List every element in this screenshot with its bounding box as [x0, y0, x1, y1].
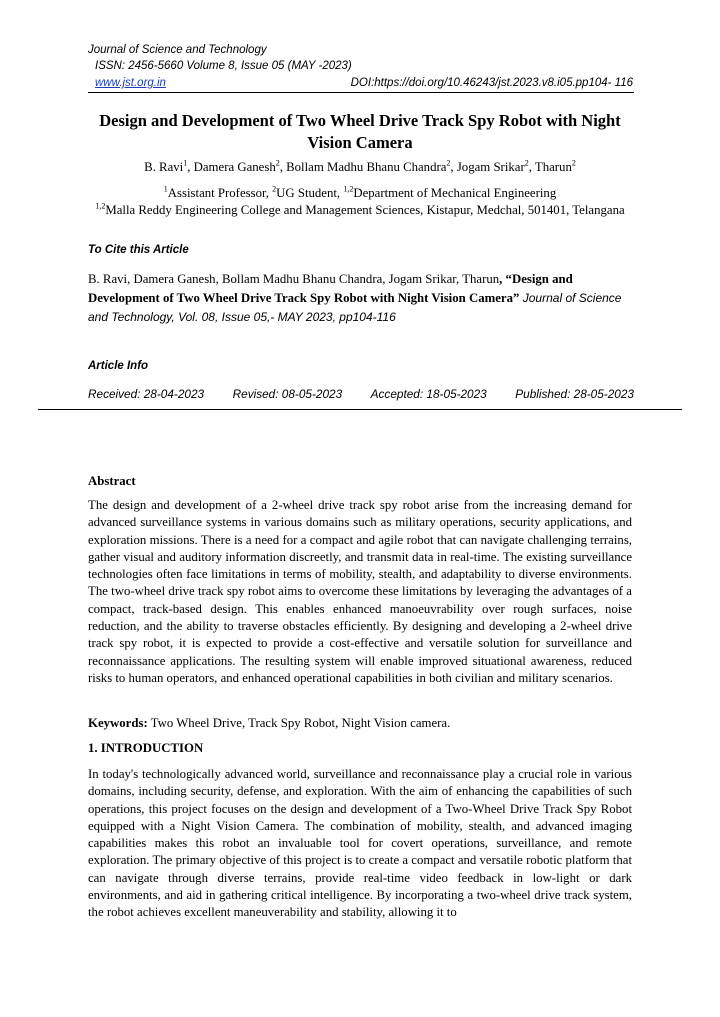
- author-name: B. Ravi: [144, 160, 184, 174]
- affil-college: Malla Reddy Engineering College and Management Sciences, Kistapur, Medchal, 501401, Telangana: [105, 202, 625, 217]
- affiliations: [80, 185, 640, 218]
- citation-text: [88, 270, 636, 327]
- keywords-text: Two Wheel Drive, Track Spy Robot, Night Vision camera.: [147, 716, 451, 730]
- author-affil-mark: 2: [571, 158, 576, 168]
- author-name: Damera Ganesh: [193, 160, 276, 174]
- abstract-text: The design and development of a 2-wheel drive track spy robot arise from the increasing demand for advanced surveillance systems in various domains such as military operations, security applications, and exploration missions. There is a need for a compact and agile robot that can navigate challenging terrains, gather visual and auditory information discreetly, and transmit data in real-time. The existing surveillance technologies often face limitations in terms of mobility, stealth, and adaptability to diverse environments. The two-wheel drive track spy robot aims to overcome these limitations by leveraging the advantages of a compact, track-based design. This enables enhanced manoeuvrability over rough surfaces, noise reduction, and the ability to traverse obstacles efficiently. By designing and developing a 2-wheel drive track spy robot, it is expected to provide a cost-effective and versatile solution for surveillance and reconnaissance applications. The resulting system will enable improved situational awareness, reduced risks to human operators, and enhanced operational capabilities in both civilian and military scenarios.: [88, 498, 632, 685]
- author-affil-mark: 2: [446, 158, 451, 168]
- author-affil-mark: 2: [275, 158, 280, 168]
- journal-links: [95, 76, 633, 91]
- author-name: Tharun: [534, 160, 572, 174]
- article-info-heading: Article Info: [88, 360, 149, 372]
- paper-title: Design and Development of Two Wheel Drive Track Spy Robot with Night Vision Camera: [99, 111, 621, 152]
- date-published: Published: 28-05-2023: [515, 387, 634, 401]
- header-divider: [88, 92, 634, 93]
- affil-role: Assistant Professor,: [167, 186, 273, 200]
- author-affil-mark: 2: [524, 158, 529, 168]
- affil-mark: 2: [272, 184, 277, 194]
- keywords-line: [88, 716, 450, 731]
- journal-name: Journal of Science and Technology: [88, 44, 267, 56]
- abstract-heading: Abstract: [88, 474, 136, 488]
- date-received: Received: 28-04-2023: [88, 387, 205, 401]
- affil-mark: 1,2: [343, 184, 354, 194]
- author-name: Jogam Srikar: [456, 160, 525, 174]
- author-list: B. Ravi$^1$, Damera Ganesh$^2$, Bollam Madhu Bhanu Chandra$^2$, Jogam Srikar$^2$, Tharun$^2$: [144, 158, 576, 174]
- article-dates: [88, 387, 634, 401]
- affil-mark: 1: [163, 184, 168, 194]
- date-revised: Revised: 08-05-2023: [232, 387, 343, 401]
- citation-authors: B. Ravi, Damera Ganesh, Bollam Madhu Bhanu Chandra, Jogam Srikar, Tharun: [88, 272, 500, 286]
- article-info-divider: [38, 409, 682, 410]
- citation-heading: To Cite this Article: [88, 244, 189, 256]
- affil-department: Department of Mechanical Engineering: [353, 186, 557, 200]
- author-name: Bollam Madhu Bhanu Chandra: [286, 160, 447, 174]
- date-accepted: Accepted: 18-05-2023: [370, 387, 487, 401]
- citation-title: , “Design and Development of Two Wheel Drive Track Spy Robot with Night Vision Camera”: [88, 272, 573, 305]
- citation-source: Journal of Science and Technology, Vol. 08, Issue 05,- MAY 2023, pp104-116: [88, 291, 622, 324]
- author-affil-mark: 1: [183, 158, 188, 168]
- introduction-heading: 1. INTRODUCTION: [88, 741, 204, 755]
- journal-doi: DOI:https://doi.org/10.46243/jst.2023.v8.i05.pp104- 116: [350, 77, 633, 89]
- journal-issn: ISSN: 2456-5660 Volume 8, Issue 05 (MAY -2023): [95, 60, 352, 72]
- introduction-text: In today's technologically advanced world, surveillance and reconnaissance play a crucial role in various domains, including security, defense, and exploration. With the aim of enhancing the capabilities of such operations, this project focuses on the design and development of a Two-Wheel Drive Track Spy Robot equipped with a Night Vision Camera. The combination of mobility, stealth, and advanced imaging capabilities makes this robot an invaluable tool for covert operations, surveillance, and remote exploration. The primary objective of this project is to create a compact and versatile robotic platform that can navigate through diverse terrains, provide real-time video feedback in low-light or dark environments, and aid in gathering critical intelligence. By incorporating a two-wheel drive track system, the robot achieves excellent maneuverability and stability, allowing it to: [88, 767, 632, 920]
- affil-role: UG Student,: [276, 186, 344, 200]
- keywords-label: Keywords:: [88, 716, 148, 730]
- journal-website-link[interactable]: www.jst.org.in: [95, 77, 166, 89]
- affil-mark: 1,2: [95, 201, 106, 211]
